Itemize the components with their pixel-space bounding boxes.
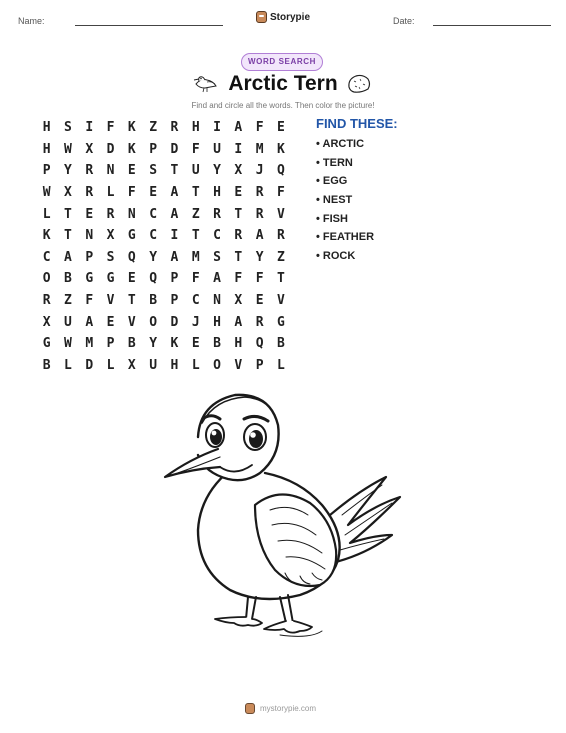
rock-icon [346,73,372,94]
grid-letter[interactable]: U [191,163,200,179]
grid-letter[interactable]: C [149,228,158,244]
grid-letter[interactable]: A [64,249,72,265]
grid-letter[interactable]: N [85,228,94,244]
grid-letter[interactable]: D [85,357,94,373]
grid-letter[interactable]: A [170,249,179,265]
footer-url[interactable]: mystorypie.com [260,704,317,713]
grid-letter[interactable]: T [64,228,72,244]
grid-letter[interactable]: T [234,249,243,265]
grid-letter[interactable]: N [213,293,221,309]
grid-letter[interactable]: H [234,336,243,352]
name-label: Name: [18,16,45,26]
grid-letter[interactable]: S [149,163,158,179]
brand-name: Storypie [270,11,311,23]
grid-letter[interactable]: X [127,357,136,373]
grid-letter[interactable]: C [149,206,158,222]
grid-letter[interactable]: I [213,120,221,136]
grid-letter[interactable]: U [213,141,221,157]
grid-letter[interactable]: H [213,185,221,201]
grid-letter[interactable]: M [85,336,94,352]
grid-letter[interactable]: P [255,357,264,373]
grid-letter[interactable]: A [234,314,243,330]
grid-letter[interactable]: J [191,314,200,330]
grid-letter[interactable]: R [255,206,264,222]
grid-letter[interactable]: C [42,249,51,265]
grid-letter[interactable]: G [106,271,115,287]
grid-letter[interactable]: E [127,163,136,179]
grid-row [36,311,292,333]
grid-row [36,225,292,247]
grid-letter[interactable]: T [127,293,136,309]
grid-letter[interactable]: L [106,185,115,201]
grid-letter[interactable]: E [255,293,264,309]
grid-letter[interactable]: T [64,206,72,222]
grid-letter[interactable]: T [191,228,200,244]
grid-letter[interactable]: H [42,120,51,136]
grid-letter[interactable]: E [277,120,285,136]
grid-letter[interactable]: F [234,271,243,287]
grid-letter[interactable]: E [191,336,200,352]
grid-letter[interactable]: F [255,120,264,136]
grid-letter[interactable]: R [255,314,264,330]
grid-letter[interactable]: F [106,120,115,136]
grid-row [36,182,292,204]
grid-letter[interactable]: X [85,141,94,157]
grid-letter[interactable]: W [42,185,51,201]
storypie-footer-icon [245,703,255,714]
grid-letter[interactable]: A [255,228,264,244]
grid-letter[interactable]: G [277,314,285,330]
grid-letter[interactable]: L [277,357,285,373]
grid-letter[interactable]: F [85,293,94,309]
grid-letter[interactable]: A [213,271,221,287]
grid-letter[interactable]: P [42,163,51,179]
grid-letter[interactable]: A [170,185,179,201]
grid-letter[interactable]: Y [149,336,158,352]
grid-row [36,333,292,355]
name-line[interactable] [75,15,223,26]
date-field[interactable] [393,15,551,26]
grid-row [36,139,292,161]
grid-letter[interactable]: N [106,163,115,179]
grid-letter[interactable]: U [149,357,158,373]
grid-letter[interactable]: H [42,141,51,157]
grid-row [36,203,292,225]
word-list-item: • FEATHER [316,231,375,244]
grid-letter[interactable]: B [42,357,51,373]
word-list-item: • FISH [316,212,348,225]
date-label: Date: [393,16,415,26]
grid-letter[interactable]: R [85,163,94,179]
grid-letter[interactable]: T [191,185,200,201]
grid-letter[interactable]: M [191,249,200,265]
grid-letter[interactable]: S [64,120,72,136]
grid-letter[interactable]: B [64,271,72,287]
grid-letter[interactable]: J [255,163,264,179]
arctic-tern-illustration [160,385,410,647]
grid-letter[interactable]: F [277,185,285,201]
grid-letter[interactable]: P [170,271,179,287]
grid-letter[interactable]: Y [64,163,72,179]
grid-letter[interactable]: R [234,228,243,244]
grid-letter[interactable]: U [64,314,72,330]
word-list-item: • ARCTIC [316,138,365,150]
grid-letter[interactable]: I [170,228,179,244]
grid-letter[interactable]: G [127,228,136,244]
grid-letter[interactable]: A [170,206,179,222]
grid-letter[interactable]: P [106,336,115,352]
storypie-logo-icon [256,11,267,23]
date-line[interactable] [433,15,551,26]
grid-letter[interactable]: N [127,206,136,222]
grid-letter[interactable]: H [170,357,179,373]
grid-row [36,247,292,269]
grid-letter[interactable]: X [64,185,72,201]
grid-letter[interactable]: A [85,314,94,330]
grid-letter[interactable]: B [277,336,285,352]
footer [245,703,316,714]
grid-letter[interactable]: S [213,249,221,265]
grid-letter[interactable]: L [42,206,51,222]
grid-letter[interactable]: X [106,228,115,244]
grid-letter[interactable]: T [277,271,285,287]
grid-letter[interactable]: D [170,141,179,157]
brand-header [256,11,310,23]
grid-letter[interactable]: I [85,120,94,136]
grid-letter[interactable]: Y [149,249,158,265]
grid-letter[interactable]: X [42,314,51,330]
grid-letter[interactable]: X [234,163,243,179]
grid-letter[interactable]: E [234,185,243,201]
grid-letter[interactable]: B [127,336,136,352]
grid-letter[interactable]: G [85,271,94,287]
grid-letter[interactable]: O [149,314,158,330]
grid-letter[interactable]: F [255,271,264,287]
grid-letter[interactable]: G [42,336,51,352]
grid-letter[interactable]: R [213,206,221,222]
grid-letter[interactable]: F [191,141,200,157]
instructions: Find and circle all the words. Then color the picture! [191,101,375,110]
grid-letter[interactable]: L [64,357,72,373]
grid-letter[interactable]: O [213,357,221,373]
word-list-item: • EGG [316,175,348,188]
grid-letter[interactable]: C [213,228,221,244]
grid-letter[interactable]: E [85,206,94,222]
grid-letter[interactable]: V [106,293,115,309]
grid-letter[interactable]: P [149,141,158,157]
grid-letter[interactable]: H [213,314,221,330]
word-list-item: • ROCK [316,250,356,263]
name-field[interactable] [18,15,223,26]
word-search-badge: WORD SEARCH [241,53,323,71]
grid-letter[interactable]: I [234,141,243,157]
grid-letter[interactable]: K [127,141,136,157]
grid-letter[interactable]: Q [255,336,264,352]
grid-letter[interactable]: R [277,228,285,244]
page-title: Arctic Tern [228,72,338,95]
grid-row [36,355,292,377]
grid-letter[interactable]: T [170,163,179,179]
grid-letter[interactable]: W [64,141,72,157]
grid-letter[interactable]: R [106,206,115,222]
grid-letter[interactable]: K [277,141,285,157]
grid-letter[interactable]: K [170,336,179,352]
grid-letter[interactable]: Q [127,249,136,265]
grid-letter[interactable]: Q [277,163,285,179]
grid-row [36,268,292,290]
grid-letter[interactable]: O [42,271,51,287]
grid-letter[interactable]: S [106,249,115,265]
grid-letter[interactable]: Q [149,271,158,287]
grid-letter[interactable]: P [170,293,179,309]
grid-letter[interactable]: R [255,185,264,201]
grid-letter[interactable]: B [213,336,221,352]
grid-letter[interactable]: E [106,314,115,330]
grid-letter[interactable]: A [234,120,243,136]
grid-letter[interactable]: V [277,206,285,222]
grid-letter[interactable]: R [42,293,51,309]
grid-letter[interactable]: L [191,357,200,373]
grid-letter[interactable]: K [42,228,51,244]
grid-letter[interactable]: D [170,314,179,330]
word-list [316,137,374,268]
grid-letter[interactable]: E [149,185,158,201]
word-list-item: • NEST [316,194,353,207]
grid-letter[interactable]: P [85,249,94,265]
grid-letter[interactable]: Y [213,163,221,179]
grid-letter[interactable]: K [127,120,136,136]
grid-letter[interactable]: W [64,336,72,352]
grid-letter[interactable]: Y [255,249,264,265]
grid-letter[interactable]: X [234,293,243,309]
grid-letter[interactable]: E [127,271,136,287]
grid-letter[interactable]: F [191,271,200,287]
grid-row [36,290,292,312]
find-these-heading: FIND THESE: [316,116,398,131]
word-list-item: • TERN [316,156,353,169]
grid-letter[interactable]: F [127,185,136,201]
grid-letter[interactable]: V [127,314,136,330]
grid-letter[interactable]: Z [277,249,285,265]
grid-letter[interactable]: Z [191,206,200,222]
grid-letter[interactable]: L [106,357,115,373]
grid-letter[interactable]: M [255,141,264,157]
grid-letter[interactable]: V [277,293,285,309]
grid-letter[interactable]: R [85,185,94,201]
grid-letter[interactable]: C [191,293,200,309]
grid-row [36,117,292,139]
word-search-grid[interactable] [36,117,292,376]
grid-letter[interactable]: V [234,357,243,373]
grid-letter[interactable]: T [234,206,243,222]
grid-letter[interactable]: B [149,293,158,309]
grid-letter[interactable]: H [191,120,200,136]
grid-letter[interactable]: Z [64,293,72,309]
grid-letter[interactable]: Z [149,120,158,136]
grid-row [36,160,292,182]
grid-letter[interactable]: D [106,141,115,157]
grid-letter[interactable]: R [170,120,179,136]
